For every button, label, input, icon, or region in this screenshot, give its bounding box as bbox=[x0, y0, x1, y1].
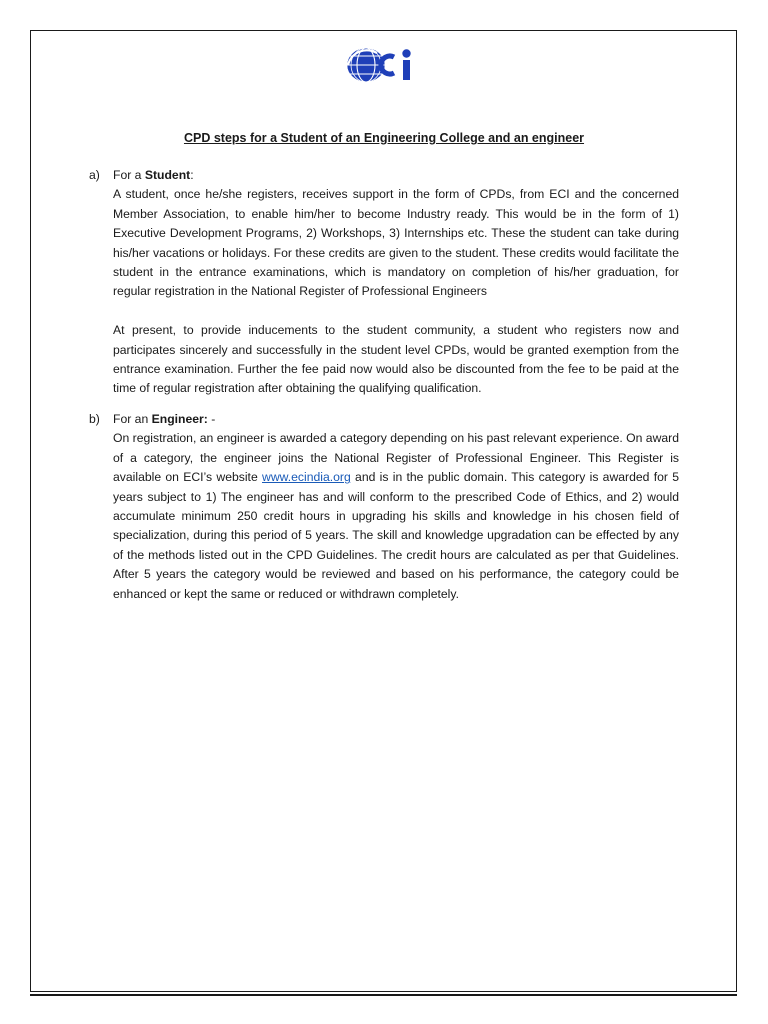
logo-letter-c bbox=[381, 56, 394, 74]
heading-prefix: For an bbox=[113, 412, 152, 426]
heading-suffix: - bbox=[207, 412, 216, 426]
heading-bold: Engineer: bbox=[151, 412, 208, 426]
section-heading bbox=[113, 166, 679, 185]
section-engineer bbox=[89, 410, 679, 604]
heading-bold: Student bbox=[144, 168, 191, 182]
logo-letter-i-dot bbox=[402, 49, 410, 57]
list-marker: b) bbox=[89, 412, 100, 426]
eci-logo bbox=[344, 45, 420, 85]
list-marker: a) bbox=[89, 168, 100, 182]
paragraph bbox=[113, 429, 679, 604]
paragraph: At present, to provide inducements to the student community, a student who registers now and participates sincerely and successfully in the student level CPDs, would be granted exemption from the entrance examination. Further the fee paid now would also be discounted from the fee to be paid at the time of regular registration after obtaining the qualifying qualification. bbox=[113, 323, 679, 396]
section-heading bbox=[113, 410, 679, 429]
heading-suffix: : bbox=[190, 168, 194, 182]
section-student bbox=[89, 166, 679, 399]
paragraph: A student, once he/she registers, receives support in the form of CPDs, from ECI and the concerned Member Association, to enable him/her to become Industry ready. This would be in the form of 1) Executive Development Programs, 2) Workshops, 3) Internships etc. These the student can take during his/her vacations or holidays. For these credits are given to the student. These credits would facilitate the student in the entrance examinations, which is mandatory on completion of his/her graduation, for regular registration in the National Register of Professional Engineers bbox=[113, 187, 679, 299]
website-link[interactable]: www.ecindia.org bbox=[262, 470, 351, 485]
heading-prefix: For a bbox=[113, 168, 145, 182]
paragraph-text: and is in the public domain. This category is awarded for 5 years subject to 1) The engineer has and will conform to the prescribed Code of Ethics, and 2) would accumulate minimum 250 credit hours in upgrading his skills and knowledge in his chosen field of specialization, during this period of 5 years. The skill and knowledge upgradation can be effected by any of the methods listed out in the CPD Guidelines. The credit hours are calculated as per that Guidelines. After 5 years the category would be reviewed and based on his performance, the category could be enhanced or kept the same or reduced or withdrawn completely. bbox=[113, 470, 679, 601]
paragraph-text: On registration, an engineer is awarded a category depending on his past relevant experience. On award of a category, the engineer joins the National Register of Professional Engineer. This Register is available on ECI’s website bbox=[113, 431, 679, 485]
document-title: CPD steps for a Student of an Engineering College and an engineer bbox=[183, 131, 585, 145]
logo-letter-i bbox=[403, 60, 410, 80]
